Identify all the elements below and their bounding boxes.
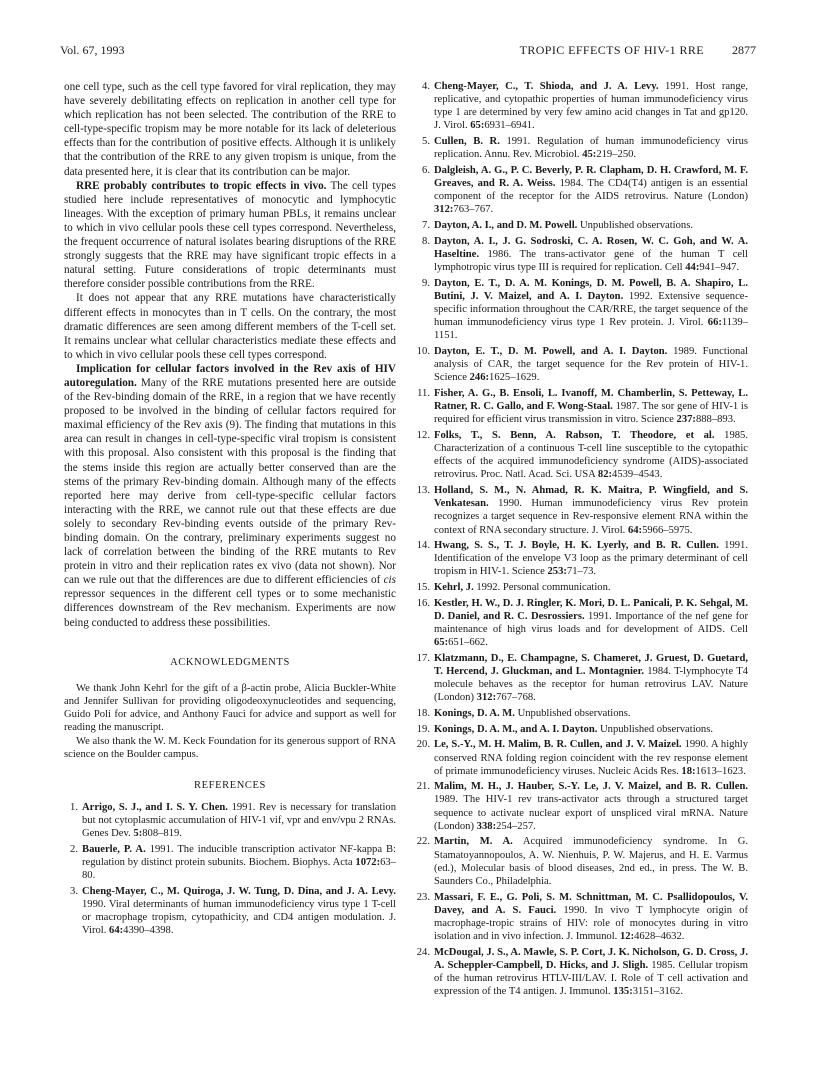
reference-text: 1990. In vivo T lymphocyte origin of macrophage-tropic strains of HIV: role of monocytes during in vitro isolation and in vivo infection. J. Immunol. [434, 904, 748, 943]
reference-text: 1985. Characterization of a continuous T-cell line susceptible to the cytopathic effects of the acquired immunodeficiency syndrome (AIDS)-associated retrovirus. Proc. Natl. Acad. Sci. USA [434, 429, 748, 481]
runin-heading-tropic: RRE probably contributes to tropic effects in vivo. [76, 179, 327, 192]
paragraph-monocytes: It does not appear that any RRE mutations have characteristically different effects in monocytes than in T cells. On the contrary, the most dramatic differences are seen among different members of the T-cell set. It remains unclear what cellular characteristics mediate these effects and to which in vivo cellular pools these cell types correspond. [64, 292, 396, 361]
reference-volume: 253: [547, 566, 567, 578]
reference-text: 1990. Human immunodeficiency virus Rev protein recognizes a target sequence in Rev-responsive element RNA within the context of RNA secondary structure. J. Virol. [434, 498, 748, 536]
volume-label: Vol. 67, 1993 [60, 43, 125, 57]
reference-number: 3. [70, 886, 78, 897]
reference-item [416, 429, 748, 482]
reference-item [416, 80, 748, 133]
acknowledgment-paragraph: We also thank the W. M. Keck Foundation for its generous support of RNA science on the Boulder campus. [64, 735, 396, 760]
reference-number: 17. [416, 652, 430, 664]
reference-pages: 71–73. [566, 566, 597, 578]
reference-number: 19. [416, 723, 430, 735]
reference-pages: 5966–5975. [642, 524, 693, 536]
reference-number: 24. [416, 946, 430, 958]
reference-text: 1990. Viral determinants of human immunodeficiency virus type 1 T-cell or macrophage tropism, cytopathicity, and CD4 antigen modulation. J. Virol. [82, 899, 396, 937]
reference-item [416, 597, 748, 650]
reference-volume: 66: [707, 317, 722, 329]
reference-volume: 12: [619, 931, 635, 943]
reference-item [416, 219, 748, 232]
reference-text: 1991. Regulation of human immunodeficiency virus replication. Annu. Rev. Microbiol. [434, 136, 748, 161]
reference-number: 14. [416, 540, 430, 552]
reference-text: Unpublished observations. [597, 723, 713, 735]
italic-cis: cis [383, 574, 396, 587]
acknowledgments-heading: ACKNOWLEDGMENTS [170, 656, 290, 668]
reference-pages: 63–80. [82, 857, 396, 882]
reference-number: 13. [416, 485, 430, 497]
paragraph-text: Many of the RRE mutations presented here are outside of the Rev-binding domain of the RRE, in a region that we have recently proposed to be involved in the binding of cellular factors required for maximal efficiency of the Rev axis (9). The finding that mutations in this area can result in changes in cell-type-specific viral tropism is consistent with this proposal. Also consistent with this proposal is the finding that the stems inside this region are actually better conserved than are the stems of the primary Rev-binding domain. Although many of the effects reported here may derive from cell-type-specific cellular factors interacting with the RRE, we cannot rule out that these effects are due solely to secondary Rev-binding events outside of the primary Rev-binding domain. On the contrary, preliminary experiments suggest no lack of correlation between the binding of the RRE mutants to Rev protein in vitro and their replication rates ex vivo (data not shown). Nor can we rule out that the differences are due to different efficiencies of [64, 376, 396, 587]
reference-pages: 1613–1623. [695, 765, 746, 777]
reference-number: 8. [422, 235, 430, 247]
reference-volume: 64: [627, 524, 643, 536]
reference-item [416, 652, 748, 705]
reference-pages: 941–947. [699, 262, 740, 274]
reference-volume: 18: [681, 765, 696, 777]
reference-text: 1991. Importance of the nef gene for maintenance of high virus loads and for development of AIDS. Cell [434, 610, 748, 636]
reference-item [416, 835, 748, 888]
reference-item [416, 723, 748, 736]
reference-volume: 65: [470, 120, 485, 132]
reference-text: Acquired immunodeficiency syndrome. In G. Stamatoyannopoulos, A. W. Nienhuis, P. W. Majerus, and H. E. Varmus (ed.), Molecular basis of blood diseases, 2nd ed., in press. The W. B. Saunders Co., Philadelphia. [434, 836, 748, 887]
reference-item [416, 277, 748, 343]
reference-pages: 888–893. [695, 414, 736, 426]
reference-text: 1989. Functional analysis of CAR, the target sequence for the Rev protein of HIV-1. Science [434, 345, 748, 384]
reference-number: 15. [416, 582, 430, 594]
reference-authors: Kestler, H. W., D. J. Ringler, K. Mori, D. L. Panicali, P. K. Sehgal, M. D. Daniel, and R. C. Desrossiers. [434, 597, 748, 622]
reference-pages: 3151–3162. [632, 986, 684, 998]
reference-item [416, 164, 748, 217]
reference-pages: 6931–6941. [484, 120, 535, 132]
reference-authors: McDougal, J. S., A. Mawle, S. P. Cort, J. K. Nicholson, G. D. Cross, J. A. Scheppler-Campbell, D. Hicks, and J. Sligh. [434, 946, 748, 971]
reference-item [64, 843, 396, 882]
reference-authors: Dayton, A. I., J. G. Sodroski, C. A. Rosen, W. C. Goh, and W. A. Haseltine. [434, 235, 748, 260]
reference-text: 1992. Extensive sequence-specific information throughout the CAR/RRE, the target sequence of the human immunodeficiency virus type 1 Rev protein. J. Virol. [434, 290, 748, 329]
reference-item [416, 484, 748, 537]
reference-item [416, 780, 748, 833]
paragraph-tropic-effects [64, 179, 396, 292]
reference-item [416, 235, 748, 274]
reference-volume: 246: [469, 372, 490, 384]
reference-number: 12. [416, 429, 430, 441]
reference-volume: 237: [676, 414, 696, 426]
paragraph-continued: one cell type, such as the cell type favored for viral replication, they may have severely debilitating effects on replication in another cell type for which replication has not been selected. The contribution of the RRE to cell-type-specific tropism may be more notable for its lack of deleterious effects than for the contribution of positive effects. Although it is unlikely that the contribution of the RRE to any given tropism is unique, from the data presented here, it is clear that its contribution can be major. [64, 81, 396, 178]
reference-pages: 254–257. [496, 820, 536, 832]
reference-authors: Konings, D. A. M., and A. I. Dayton. [434, 723, 598, 735]
reference-volume: 312: [476, 692, 497, 704]
running-title: TROPIC EFFECTS OF HIV-1 RRE [519, 43, 704, 57]
reference-number: 21. [416, 781, 430, 793]
reference-text: 1991. Identification of the envelope V3 loop as the primary determinant of cell tropism in HIV-1. Science [434, 540, 748, 578]
reference-authors: Dayton, A. I., and D. M. Powell. [434, 220, 578, 232]
reference-authors: Massari, F. E., G. Poli, S. M. Schnittman, M. C. Psallidopoulos, V. Davey, and A. S. Fauci. [434, 891, 748, 916]
reference-text: Unpublished observations. [577, 220, 693, 232]
reference-item [64, 801, 396, 840]
reference-authors: Kehrl, J. [434, 582, 474, 594]
reference-volume: 44: [685, 262, 700, 274]
reference-text: 1984. T-lymphocyte T4 molecule behaves as the receptor for human retrovirus LAV. Nature (London) [434, 666, 748, 704]
reference-text: 1992. Personal communication. [473, 582, 611, 594]
reference-volume: 82: [597, 469, 613, 481]
reference-pages: 808–819. [142, 828, 182, 840]
reference-number: 1. [70, 802, 78, 814]
reference-number: 10. [416, 345, 430, 357]
reference-authors: Martin, M. A. [434, 836, 513, 848]
reference-number: 20. [416, 739, 430, 751]
reference-authors: Fisher, A. G., B. Ensoli, L. Ivanoff, M. Chamberlin, S. Petteway, L. Ratner, R. C. Gallo, and F. Wong-Staal. [434, 387, 748, 413]
acknowledgment-paragraph: We thank John Kehrl for the gift of a β-actin probe, Alicia Buckler-White and Jennifer Sullivan for providing oligodeoxynucleotides and sequencing, Guido Poli for advice, and Anthony Fauci for advice and support as well for reading the manuscript. [64, 682, 396, 734]
reference-text: 1984. The CD4(T4) antigen is an essential component of the receptor for the AIDS retrovirus. Nature (London) [434, 178, 748, 203]
reference-authors: Bauerle, P. A. [82, 844, 146, 856]
paragraph-cellular-factors [64, 362, 396, 630]
reference-text: 1991. Host range, replicative, and cytopathic properties of human immunodeficiency virus type 1 are determined by very few amino acid changes in Tat and gp120. J. Virol. [434, 81, 749, 132]
reference-pages: 651–662. [448, 637, 488, 649]
reference-number: 11. [417, 387, 430, 399]
reference-pages: 767–768. [496, 692, 536, 704]
reference-list-right [416, 80, 748, 998]
reference-number: 4. [422, 81, 430, 92]
reference-authors: Holland, S. M., N. Ahmad, R. K. Maitra, P. Wingfield, and S. Venkatesan. [434, 485, 748, 510]
paragraph-text: repressor sequences in the different cell types or to some mechanistic differences downstream of the Rev mechanism. Experiments are now being conducted to address these possibilities. [64, 588, 396, 629]
reference-authors: Hwang, S. S., T. J. Boyle, H. K. Lyerly, and B. R. Cullen. [434, 540, 719, 552]
reference-number: 9. [422, 277, 430, 289]
reference-pages: 763–767. [453, 204, 494, 216]
reference-number: 18. [416, 708, 430, 720]
reference-item [416, 581, 748, 594]
reference-authors: Malim, M. H., J. Hauber, S.-Y. Le, J. V. Maizel, and B. R. Cullen. [434, 781, 748, 793]
reference-authors: Arrigo, S. J., and I. S. Y. Chen. [82, 802, 228, 814]
reference-number: 7. [422, 220, 430, 232]
right-column [416, 80, 748, 1001]
reference-pages: 4539–4543. [612, 469, 663, 481]
reference-text: 1987. The sor gene of HIV-1 is required for efficient virus transmission in vitro. Science [434, 401, 748, 426]
reference-pages: 1625–1629. [489, 372, 540, 384]
reference-volume: 45: [582, 149, 597, 161]
reference-number: 5. [422, 136, 430, 148]
reference-volume: 64: [109, 925, 124, 937]
reference-item [416, 946, 748, 999]
reference-authors: Dayton, E. T., D. A. M. Konings, D. M. Powell, B. A. Shapiro, L. Butini, J. V. Maizel, and A. I. Dayton. [434, 277, 748, 302]
reference-authors: Cheng-Mayer, C., T. Shioda, and J. A. Levy. [434, 81, 659, 92]
reference-authors: Dalgleish, A. G., P. C. Beverly, P. R. Clapham, D. H. Crawford, M. F. Greaves, and R. A. Weiss. [434, 164, 748, 190]
reference-pages: 4628–4632. [634, 931, 685, 943]
reference-pages: 219–250. [596, 149, 637, 161]
reference-text: 1990. A highly conserved RNA folding region coincident with the rev response element of primate immunodeficiency viruses. Nucleic Acids Res. [434, 739, 748, 777]
reference-volume: 312: [434, 204, 454, 216]
reference-pages: 4390–4398. [123, 925, 174, 937]
reference-item [416, 135, 748, 161]
reference-volume: 135: [613, 986, 633, 998]
reference-text: 1985. Cellular tropism of the human retrovirus HTLV-III/LAV. I. Role of T cell activation and expression of the T4 antigen. J. Immunol. [434, 959, 748, 998]
reference-authors: Cullen, B. R. [434, 136, 500, 148]
reference-item [64, 885, 396, 938]
reference-pages: 1139–1151. [434, 317, 748, 342]
reference-text: Unpublished observations. [514, 708, 631, 720]
reference-text: 1991. Rev is necessary for translation but not cytoplasmic accumulation of HIV-1 vif, vpr and env/vpu 2 RNAs. Genes Dev. [82, 802, 396, 840]
references-heading: REFERENCES [194, 779, 266, 791]
runin-heading-cellular-factors: Implication for cellular factors involved in the Rev axis of HIV autoregulation. [64, 362, 396, 389]
reference-number: 2. [70, 844, 78, 856]
paragraph-text: The cell types studied here include representatives of monocytic and lymphocytic lineages. With the exception of primary human PBLs, it remains unclear to which in vivo cellular pools these cell types correspond. Nevertheless, the frequent occurrence of natural isolates bearing disruptions of the RRE strongly suggests that the RRE may have significant tropic effects in a natural setting. Future considerations of tropic determinants must therefore consider possible contributions from the RRE. [64, 179, 396, 291]
reference-authors: Le, S.-Y., M. H. Malim, B. R. Cullen, and J. V. Maizel. [434, 739, 682, 751]
reference-item [416, 738, 748, 777]
reference-text: 1986. The trans-activator gene of the human T cell lymphotropic virus type III is required for replication. Cell [434, 248, 748, 274]
reference-authors: Klatzmann, D., E. Champagne, S. Chameret, J. Gruest, D. Guetard, T. Hercend, J. Gluckman, and L. Montagnier. [434, 652, 748, 678]
reference-volume: 65: [434, 637, 449, 649]
reference-authors: Konings, D. A. M. [434, 708, 515, 720]
reference-number: 16. [416, 597, 430, 609]
reference-item [416, 891, 748, 944]
reference-text: 1991. The inducible transcription activator NF-kappa B: regulation by distinct protein subunits. Biochem. Biophys. Acta [82, 844, 396, 869]
reference-item [416, 707, 748, 720]
reference-volume: 338: [476, 820, 497, 832]
running-header [60, 43, 756, 61]
reference-number: 22. [416, 836, 430, 848]
reference-item [416, 387, 748, 426]
reference-number: 6. [422, 164, 430, 176]
reference-number: 23. [416, 891, 430, 903]
reference-item [416, 345, 748, 384]
reference-authors: Dayton, E. T., D. M. Powell, and A. I. Dayton. [434, 345, 668, 357]
reference-volume: 5: [133, 828, 143, 840]
reference-list-left [64, 801, 396, 938]
left-column [64, 80, 396, 940]
reference-authors: Folks, T., S. Benn, A. Rabson, T. Theodore, et al. [434, 429, 715, 441]
reference-item [416, 539, 748, 578]
reference-text: 1989. The HIV-1 rev trans-activator acts through a structured target sequence to activate nuclear export of unspliced viral mRNA. Nature (London) [434, 794, 748, 832]
reference-authors: Cheng-Mayer, C., M. Quiroga, J. W. Tung, D. Dina, and J. A. Levy. [82, 886, 396, 897]
reference-volume: 1072: [355, 857, 381, 869]
page-number: 2877 [732, 43, 756, 57]
